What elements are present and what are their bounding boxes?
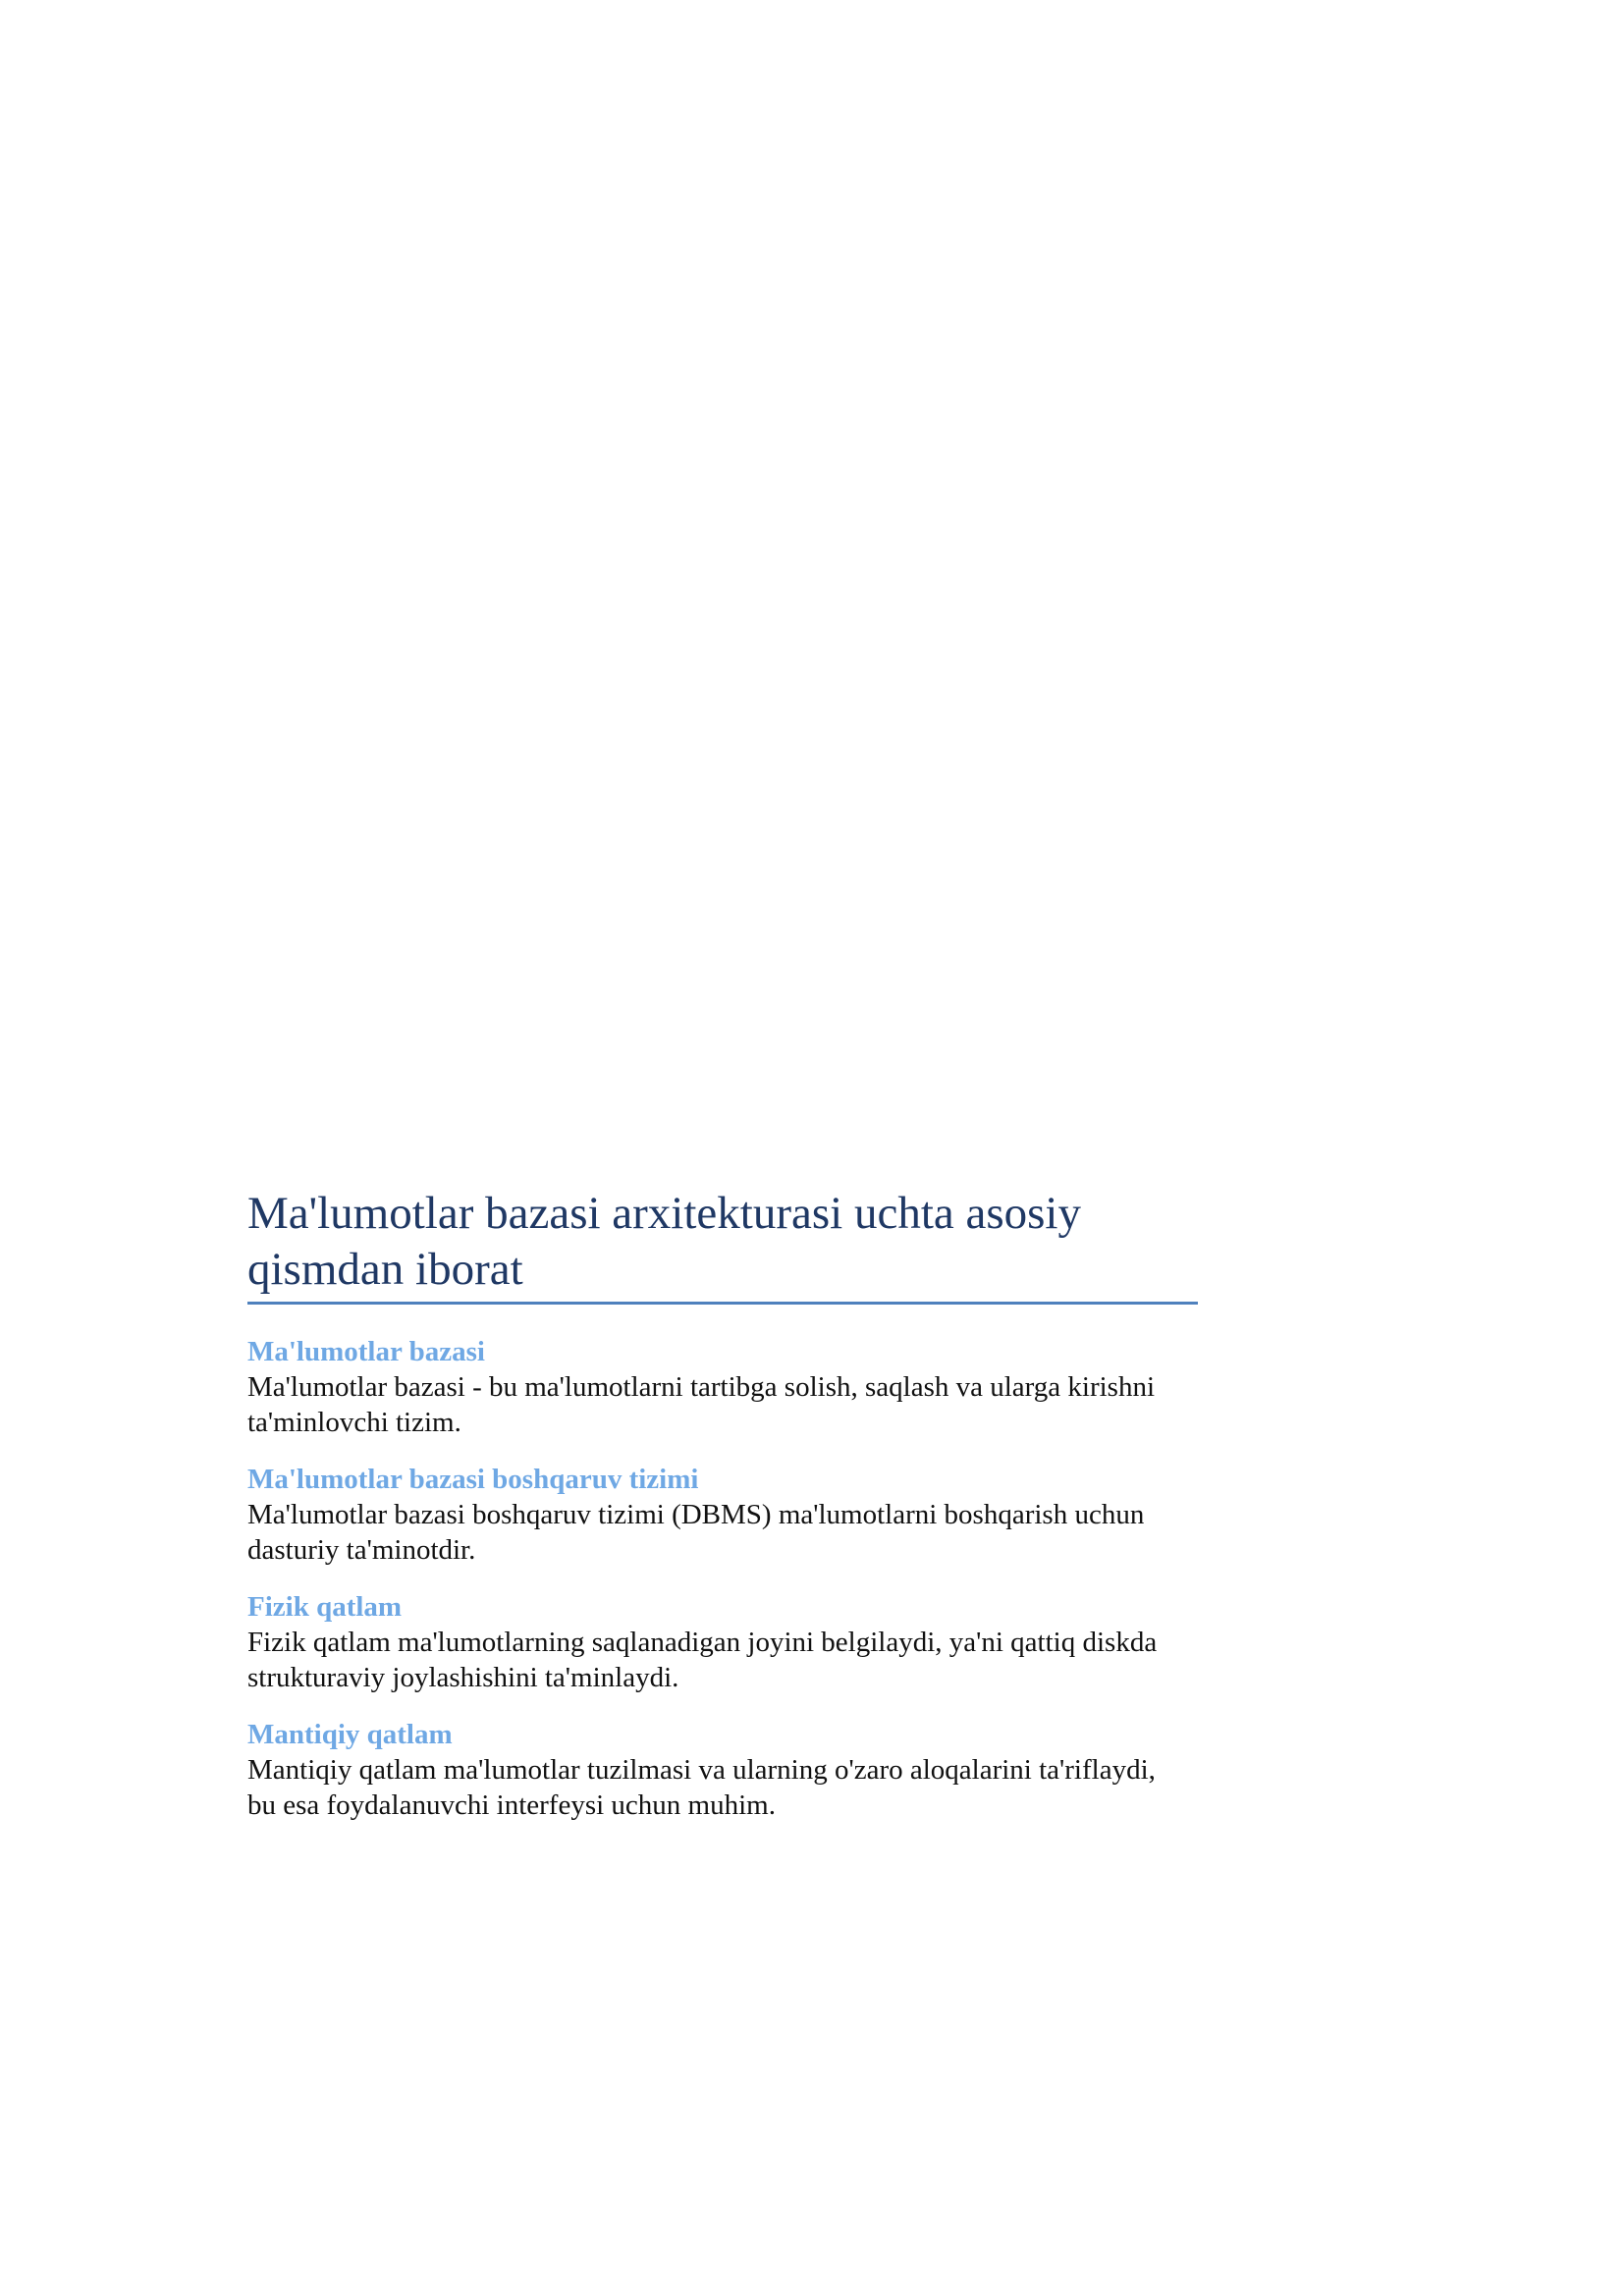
section-database bbox=[247, 1334, 1198, 1440]
section-heading: Ma'lumotlar bazasi bbox=[247, 1336, 485, 1367]
document-content bbox=[247, 1186, 1198, 1823]
section-text: Ma'lumotlar bazasi boshqaruv tizimi (DBMS) ma'lumotlarni boshqarish uchun dasturiy ta'minotdir. bbox=[247, 1499, 1145, 1566]
section-heading: Fizik qatlam bbox=[247, 1591, 403, 1623]
page-title: Ma'lumotlar bazasi arxitekturasi uchta asosiy qismdan iborat bbox=[247, 1186, 1198, 1305]
section-text: Mantiqiy qatlam ma'lumotlar tuzilmasi va ularning o'zaro aloqalarini ta'riflaydi, bu esa foydalanuvchi interfeysi uchun muhim. bbox=[247, 1754, 1156, 1821]
section-text: Fizik qatlam ma'lumotlarning saqlanadigan joyini belgilaydi, ya'ni qattiq diskda strukturaviy joylashishini ta'minlaydi. bbox=[247, 1627, 1158, 1693]
section-heading: Mantiqiy qatlam bbox=[247, 1719, 453, 1750]
section-physical-layer bbox=[247, 1589, 1198, 1695]
section-logical-layer bbox=[247, 1717, 1198, 1823]
section-text: Ma'lumotlar bazasi - bu ma'lumotlarni tartibga solish, saqlash va ularga kirishni ta'minlovchi tizim. bbox=[247, 1371, 1156, 1438]
section-list bbox=[247, 1334, 1198, 1823]
section-dbms bbox=[247, 1462, 1198, 1568]
section-heading: Ma'lumotlar bazasi boshqaruv tizimi bbox=[247, 1464, 699, 1495]
